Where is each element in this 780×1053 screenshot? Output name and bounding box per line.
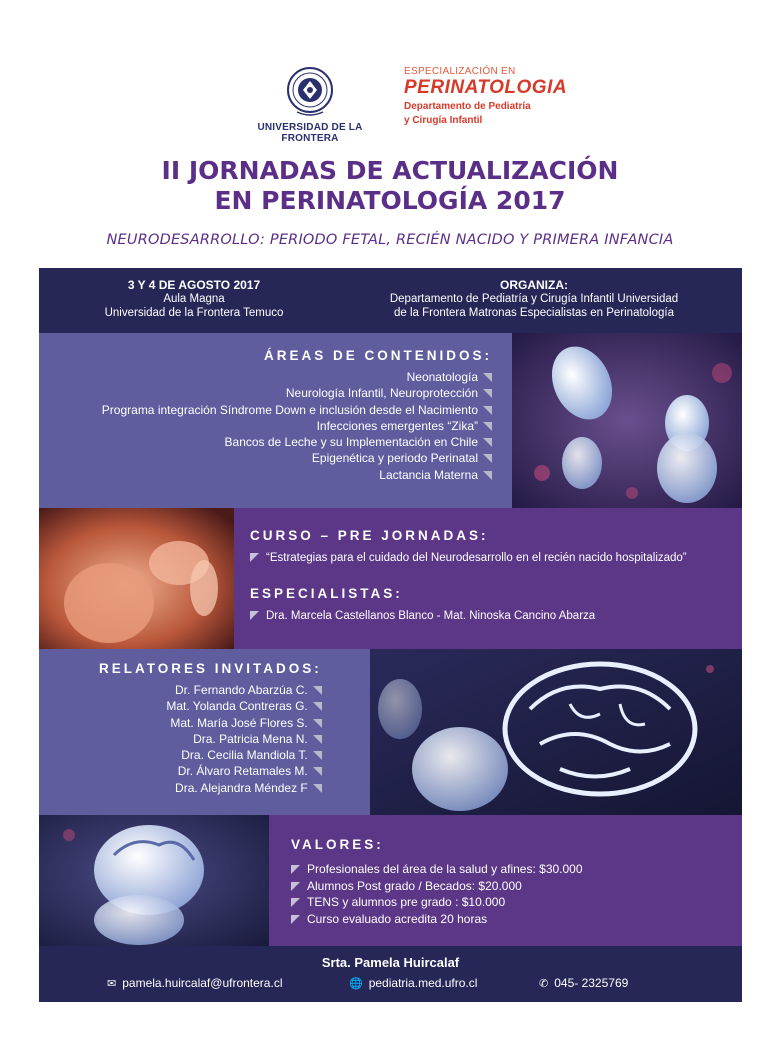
areas-band — [39, 333, 742, 508]
title-line2: EN PERINATOLOGÍA 2017 — [214, 186, 566, 215]
bullet-icon — [291, 915, 300, 924]
list-item: Dr. Álvaro Retamales M. — [99, 763, 322, 779]
list-item: Dr. Fernando Abarzúa C. — [99, 682, 322, 698]
list-item: Mat. María José Flores S. — [99, 715, 322, 731]
bullet-icon — [250, 553, 259, 562]
list-item: Neurología Infantil, Neuroprotección — [102, 385, 492, 401]
organiza-line1: Departamento de Pediatría y Cirugía Infantil Universidad — [389, 293, 679, 305]
list-item: Profesionales del área de la salud y afines: $30.000 — [291, 861, 583, 878]
event-date: 3 Y 4 DE AGOSTO 2017 — [127, 278, 261, 292]
spec-top-text: ESPECIALIZACIÓN EN — [404, 66, 516, 77]
perinatologia-logo — [404, 66, 568, 127]
info-band — [39, 268, 742, 333]
bullet-icon — [313, 784, 322, 793]
bullet-icon — [313, 767, 322, 776]
list-item: Programa integración Síndrome Down e inclusión desde el Nacimiento — [102, 402, 492, 418]
bullet-icon — [483, 373, 492, 382]
phone-icon: ✆ — [539, 978, 549, 990]
bullet-icon — [313, 686, 322, 695]
specialists-heading: ESPECIALISTAS: — [250, 586, 403, 601]
valores-content — [291, 837, 583, 927]
contact-band — [39, 946, 742, 1002]
title-line1: II JORNADAS DE ACTUALIZACIÓN — [161, 156, 619, 185]
ufro-seal-icon — [285, 66, 335, 118]
bullet-icon — [291, 898, 300, 907]
curso-band — [39, 508, 742, 649]
event-venue: Aula Magna — [163, 293, 225, 305]
organiza — [369, 278, 699, 320]
page-subtitle: NEURODESARROLLO: PERIODO FETAL, RECIÉN NACIDO Y PRIMERA INFANCIA — [106, 232, 674, 248]
bullet-icon — [313, 751, 322, 760]
spec-dept-line2: y Cirugía Infantil — [404, 115, 483, 126]
organiza-line2: de la Frontera Matronas Especialistas en Perinatología — [394, 307, 674, 319]
list-item: TENS y alumnos pre grado : $10.000 — [291, 894, 583, 911]
baby-image — [39, 815, 269, 946]
spec-dept-line1: Departamento de Pediatría — [404, 101, 531, 112]
bullet-icon — [483, 406, 492, 415]
bullet-icon — [291, 865, 300, 874]
contact-web[interactable]: 🌐 pediatria.med.ufro.cl — [349, 976, 478, 990]
bullet-icon — [483, 471, 492, 480]
valores-heading: VALORES: — [291, 837, 384, 852]
date-venue — [69, 278, 319, 320]
list-item: Mat. Yolanda Contreras G. — [99, 698, 322, 714]
bullet-icon — [483, 454, 492, 463]
event-university: Universidad de la Frontera Temuco — [104, 307, 284, 319]
spec-main-text: PERINATOLOGIA — [404, 77, 568, 98]
valores-band — [39, 815, 742, 946]
contact-name: Srta. Pamela Huircalaf — [321, 955, 460, 970]
list-item: Dra. Alejandra Méndez F — [99, 780, 322, 796]
ufro-name: UNIVERSIDAD DE LA FRONTERA — [257, 122, 363, 144]
list-item: Lactancia Materna — [102, 467, 492, 483]
contact-email[interactable]: ✉ pamela.huircalaf@ufrontera.cl — [107, 976, 283, 990]
curso-heading: CURSO – PRE JORNADAS: — [250, 528, 489, 543]
list-item: Infecciones emergentes “Zika” — [102, 418, 492, 434]
bullet-icon — [313, 735, 322, 744]
contact-phone[interactable]: ✆ 045- 2325769 — [539, 976, 629, 990]
list-item: Epigenética y periodo Perinatal — [102, 450, 492, 466]
list-item: Dra. Patricia Mena N. — [99, 731, 322, 747]
relatores-list — [99, 661, 322, 796]
organiza-label: ORGANIZA: — [500, 278, 568, 292]
bullet-icon — [483, 422, 492, 431]
bullet-icon — [483, 438, 492, 447]
list-item: Dra. Cecilia Mandiola T. — [99, 747, 322, 763]
bullet-icon — [250, 611, 259, 620]
list-item: Neonatología — [102, 369, 492, 385]
areas-list — [102, 348, 492, 483]
relatores-band — [39, 649, 742, 815]
embryo-image — [512, 333, 742, 508]
curso-content — [250, 528, 740, 624]
areas-heading: ÁREAS DE CONTENIDOS: — [263, 348, 492, 363]
bullet-icon — [291, 882, 300, 891]
bullet-icon — [313, 719, 322, 728]
relatores-heading: RELATORES INVITADOS: — [99, 661, 322, 676]
list-item: Dra. Marcela Castellanos Blanco - Mat. Ninoska Cancino Abarza — [250, 609, 740, 624]
bullet-icon — [313, 702, 322, 711]
logos-header — [0, 62, 780, 142]
mail-icon: ✉ — [107, 978, 117, 990]
fetus-image — [39, 508, 234, 649]
brain-image — [370, 649, 742, 815]
ufro-logo — [240, 66, 380, 144]
list-item: “Estrategias para el cuidado del Neurodesarrollo en el recién nacido hospitalizado” — [250, 551, 740, 566]
list-item: Curso evaluado acredita 20 horas — [291, 911, 583, 928]
bullet-icon — [483, 389, 492, 398]
list-item: Bancos de Leche y su Implementación en Chile — [102, 434, 492, 450]
page-title — [0, 156, 780, 216]
globe-icon: 🌐 — [349, 978, 363, 990]
list-item: Alumnos Post grado / Becados: $20.000 — [291, 878, 583, 895]
